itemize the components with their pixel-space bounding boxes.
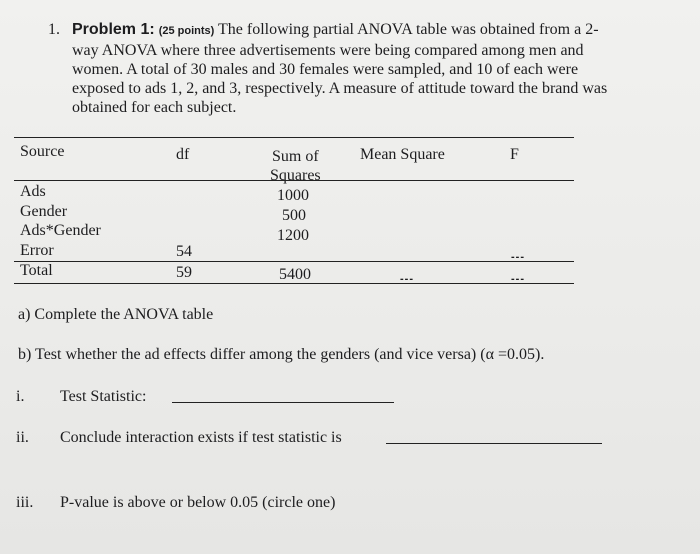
problem-title: Problem 1: <box>72 21 155 38</box>
problem-text-line: The following partial ANOVA table was obtained from a 2- <box>218 21 599 38</box>
row-f-total: --- <box>511 273 525 285</box>
problem-text-line: women. A total of 30 males and 30 females were sampled, and 10 of each were <box>72 61 579 78</box>
header-f: F <box>510 146 519 163</box>
problem-number: 1. <box>48 21 60 38</box>
row-source-error: Error <box>20 242 54 259</box>
problem-statement <box>48 20 670 116</box>
question-b: b) Test whether the ad effects differ among the genders (and vice versa) (α =0.05). <box>18 346 545 363</box>
question-iii-text: P-value is above or below 0.05 (circle one) <box>60 494 336 511</box>
row-ss-ads-gender: 1200 <box>277 227 309 244</box>
question-i-number: i. <box>16 388 25 405</box>
header-sum-of-squares-line2: Squares <box>270 167 321 184</box>
header-source: Source <box>20 143 65 160</box>
question-ii-text: Conclude interaction exists if test statistic is <box>60 429 342 446</box>
row-df-error: 54 <box>176 243 192 260</box>
question-i-text: Test Statistic: <box>60 388 147 405</box>
header-mean-square: Mean Square <box>360 146 445 163</box>
question-ii-number: ii. <box>16 429 29 446</box>
test-statistic-answer-blank[interactable] <box>172 388 394 403</box>
header-bottom-rule <box>14 180 574 181</box>
problem-text-line: obtained for each subject. <box>72 99 237 116</box>
row-ss-total: 5400 <box>279 266 311 283</box>
row-ms-total: --- <box>400 273 414 285</box>
row-source-gender: Gender <box>20 203 68 220</box>
row-source-ads-gender: Ads*Gender <box>20 222 101 239</box>
row-source-ads: Ads <box>20 183 46 200</box>
row-ss-ads: 1000 <box>277 187 309 204</box>
row-ss-gender: 500 <box>282 207 306 224</box>
header-df: df <box>176 146 190 163</box>
problem-points: (25 points) <box>158 25 215 37</box>
question-a: a) Complete the ANOVA table <box>18 306 214 323</box>
problem-text-line: way ANOVA where three advertisements were being compared among men and <box>72 42 584 59</box>
row-f-error: --- <box>511 251 525 263</box>
row-source-total: Total <box>20 262 53 279</box>
problem-text-line: exposed to ads 1, 2, and 3, respectively. A measure of attitude toward the brand was <box>72 80 608 97</box>
table-top-rule <box>14 137 574 138</box>
error-bottom-rule <box>14 261 574 262</box>
row-df-total: 59 <box>176 264 192 281</box>
header-sum-of-squares-line1: Sum of <box>272 148 319 165</box>
table-bottom-rule <box>14 283 574 284</box>
question-iii-number: iii. <box>16 494 34 511</box>
interaction-threshold-answer-blank[interactable] <box>386 429 602 444</box>
